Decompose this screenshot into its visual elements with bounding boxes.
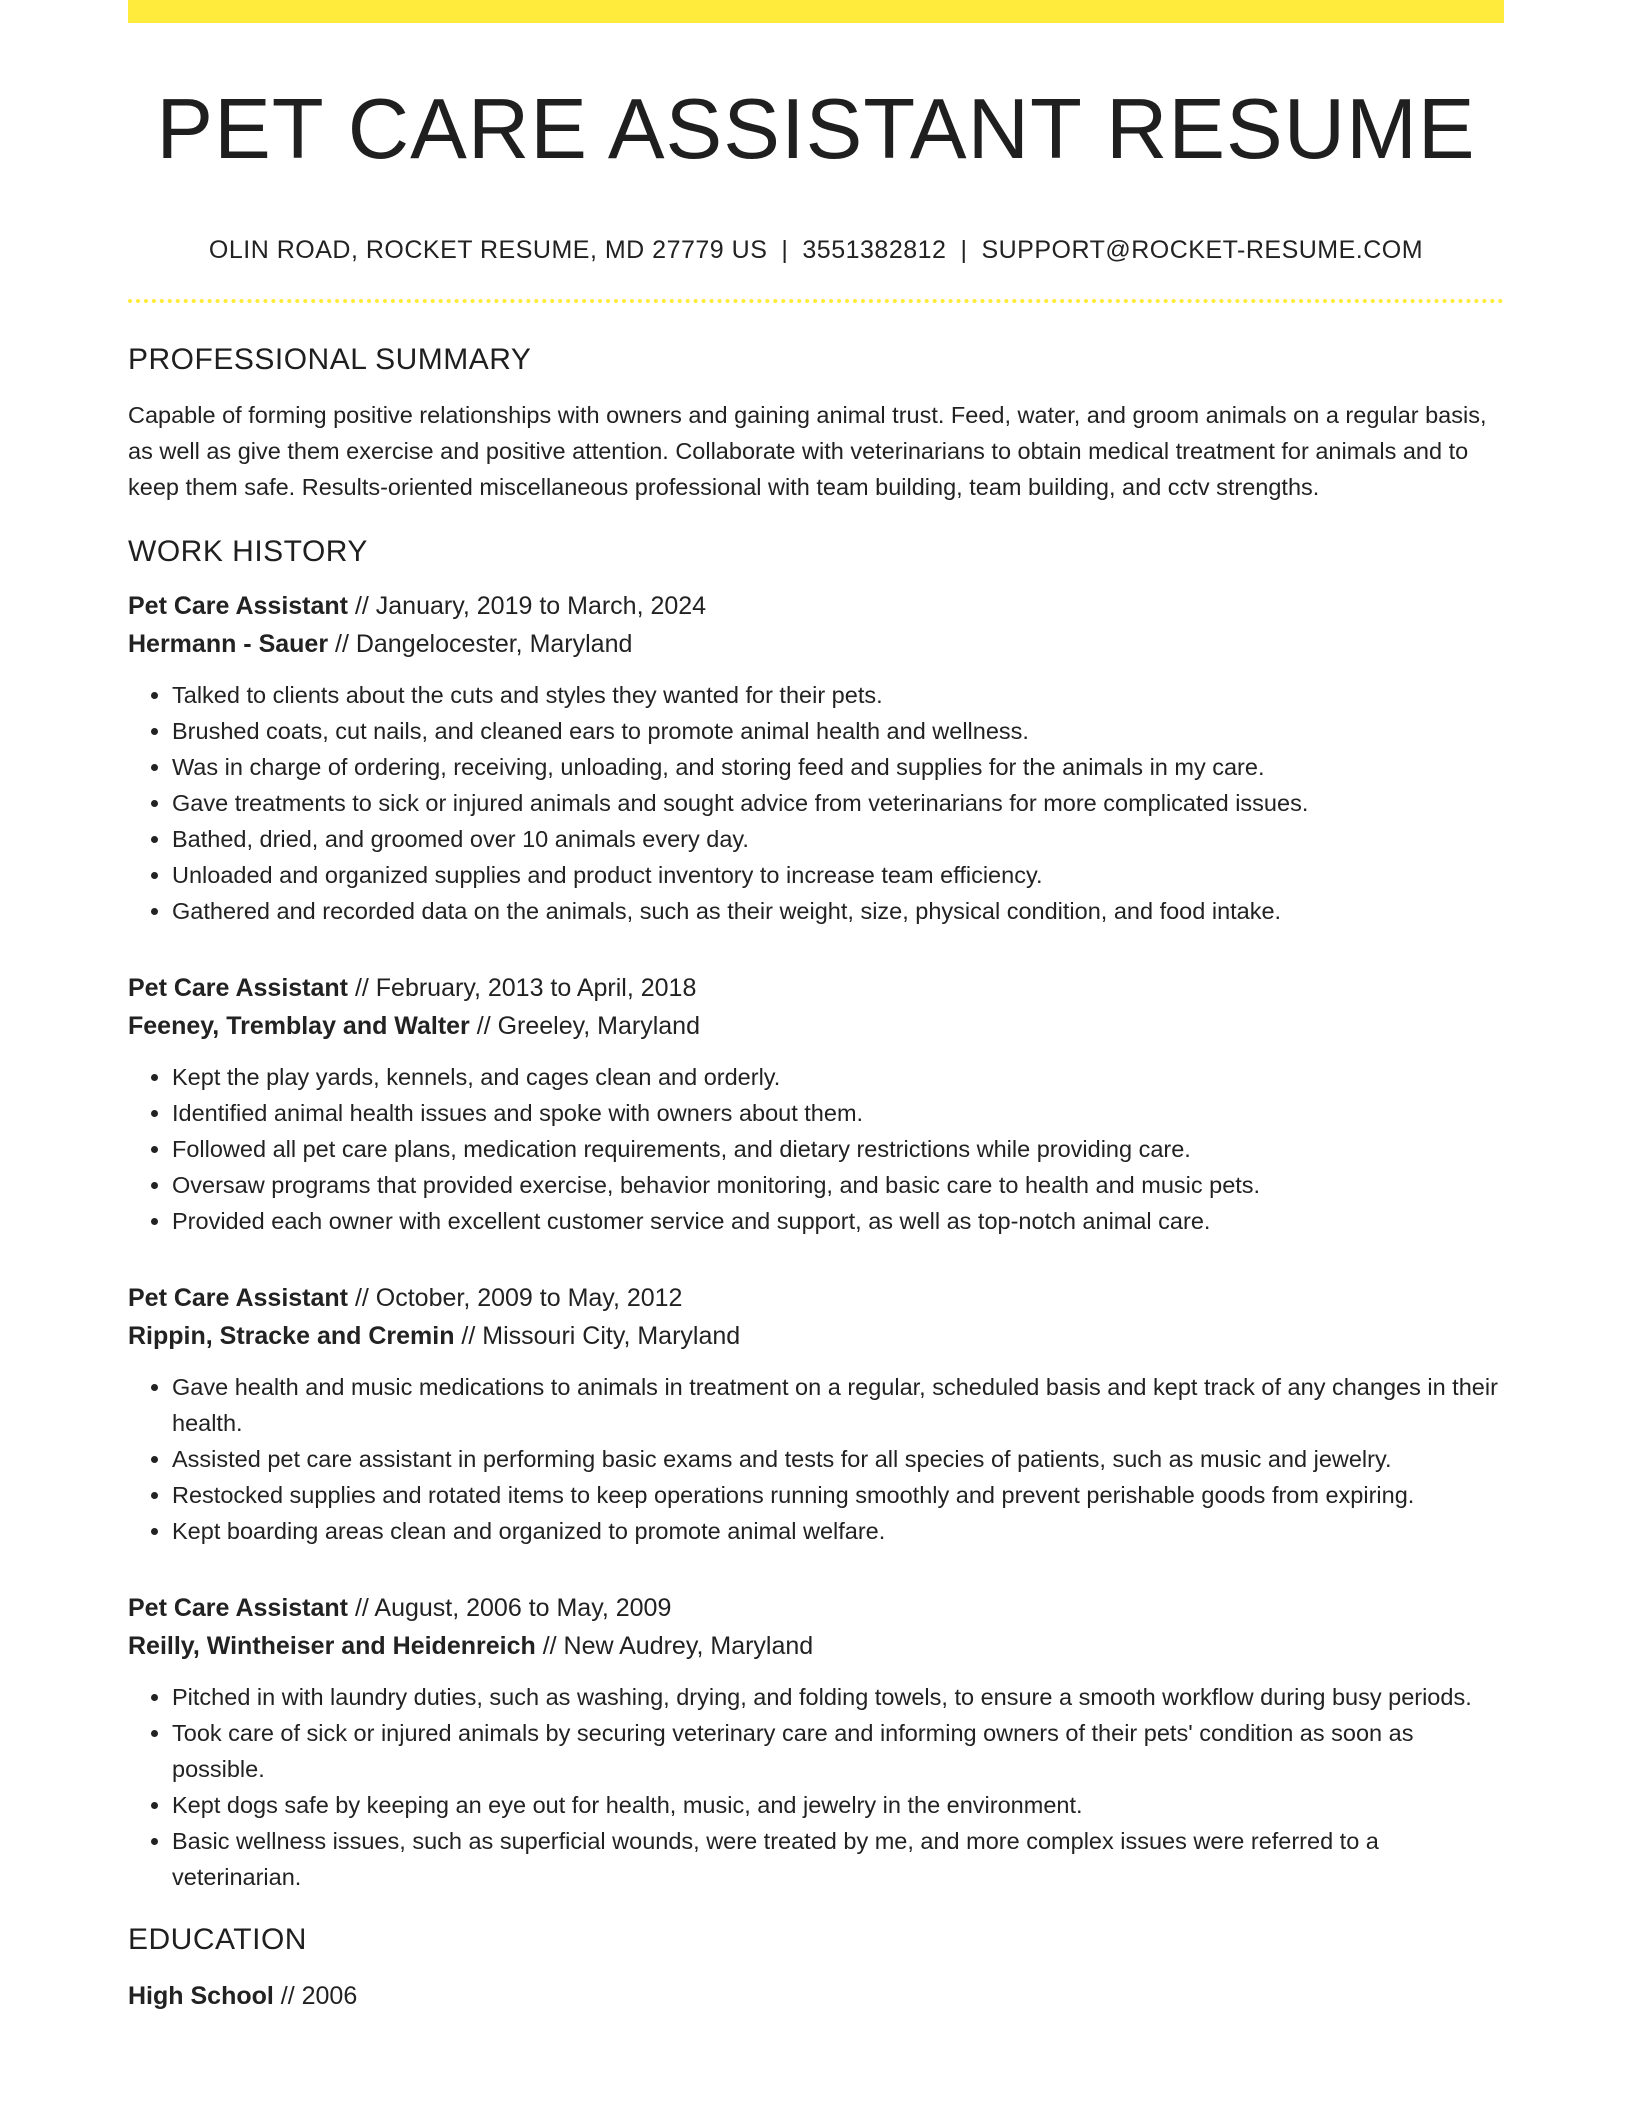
job-company-line: [128, 1627, 1504, 1665]
education-list: [128, 1977, 1504, 2015]
job-bullet-list: [128, 1679, 1504, 1895]
education-school: High School: [128, 1982, 274, 2011]
job-bullet: • Took care of sick or injured animals by securing veterinary care and informing owners of their pets' condition as soon as possible.: [172, 1715, 1504, 1787]
job-entry: [128, 969, 1504, 1239]
contact-separator: |: [960, 236, 968, 265]
job-title: Pet Care Assistant: [128, 974, 348, 1003]
job-entry: [128, 1279, 1504, 1549]
job-bullet: • Provided each owner with excellent customer service and support, as well as top-notch animal care.: [172, 1203, 1504, 1239]
education-year: // 2006: [273, 1982, 358, 2011]
job-dates: // August, 2006 to May, 2009: [348, 1594, 672, 1623]
job-bullet-list: [128, 1369, 1504, 1549]
job-company-line: [128, 1007, 1504, 1045]
job-bullet: • Kept boarding areas clean and organized to promote animal welfare.: [172, 1513, 1504, 1549]
job-title-line: [128, 969, 1504, 1007]
job-bullet: • Gave health and music medications to animals in treatment on a regular, scheduled basis and kept track of any changes in their health.: [172, 1369, 1504, 1441]
job-location: // Missouri City, Maryland: [454, 1322, 741, 1351]
job-bullet: • Basic wellness issues, such as superficial wounds, were treated by me, and more complex issues were referred to a veterinarian.: [172, 1823, 1504, 1895]
education-heading: EDUCATION: [128, 1923, 307, 1957]
job-bullet: • Followed all pet care plans, medication requirements, and dietary restrictions while providing care.: [172, 1131, 1504, 1167]
top-accent-bar: [128, 0, 1504, 23]
resume-page: [128, 0, 1504, 2015]
job-title: Pet Care Assistant: [128, 1594, 348, 1623]
job-location: // Dangelocester, Maryland: [328, 630, 633, 659]
job-bullet: • Oversaw programs that provided exercise, behavior monitoring, and basic care to health and music pets.: [172, 1167, 1504, 1203]
job-bullet: • Identified animal health issues and spoke with owners about them.: [172, 1095, 1504, 1131]
job-bullet: • Restocked supplies and rotated items to keep operations running smoothly and prevent perishable goods from expiring.: [172, 1477, 1504, 1513]
job-title-line: [128, 587, 1504, 625]
job-bullet: • Pitched in with laundry duties, such as washing, drying, and folding towels, to ensure a smooth workflow during busy periods.: [172, 1679, 1504, 1715]
job-entry: [128, 587, 1504, 929]
contact-phone: 3551382812: [802, 236, 947, 265]
job-company-line: [128, 625, 1504, 663]
job-bullet-list: [128, 1059, 1504, 1239]
job-title-line: [128, 1279, 1504, 1317]
contact-line: [128, 236, 1504, 265]
work-history-heading: WORK HISTORY: [128, 535, 368, 569]
header-divider: [128, 299, 1504, 303]
summary-heading: PROFESSIONAL SUMMARY: [128, 343, 532, 377]
job-entry: [128, 1589, 1504, 1895]
job-location: // New Audrey, Maryland: [535, 1632, 814, 1661]
job-title: Pet Care Assistant: [128, 592, 348, 621]
job-company: Reilly, Wintheiser and Heidenreich: [128, 1632, 536, 1661]
job-company-line: [128, 1317, 1504, 1355]
education-entry: [128, 1977, 1504, 2015]
job-bullet: • Assisted pet care assistant in performing basic exams and tests for all species of patients, such as music and jewelry.: [172, 1441, 1504, 1477]
job-company: Rippin, Stracke and Cremin: [128, 1322, 455, 1351]
job-company: Feeney, Tremblay and Walter: [128, 1012, 470, 1041]
job-bullet: • Kept the play yards, kennels, and cages clean and orderly.: [172, 1059, 1504, 1095]
resume-title: PET CARE ASSISTANT RESUME: [156, 82, 1476, 177]
contact-separator: |: [781, 236, 789, 265]
job-bullet: • Bathed, dried, and groomed over 10 animals every day.: [172, 821, 1504, 857]
job-bullet: • Unloaded and organized supplies and product inventory to increase team efficiency.: [172, 857, 1504, 893]
job-location: // Greeley, Maryland: [469, 1012, 700, 1041]
contact-email: SUPPORT@ROCKET-RESUME.COM: [981, 236, 1424, 265]
job-bullet: • Talked to clients about the cuts and styles they wanted for their pets.: [172, 677, 1504, 713]
job-bullet: • Kept dogs safe by keeping an eye out for health, music, and jewelry in the environment.: [172, 1787, 1504, 1823]
job-dates: // January, 2019 to March, 2024: [348, 592, 707, 621]
contact-address: OLIN ROAD, ROCKET RESUME, MD 27779 US: [208, 236, 768, 265]
summary-text: Capable of forming positive relationships with owners and gaining animal trust. Feed, water, and groom animals on a regular basis, as well as give them exercise and positive attention. Collaborate with veterinarians to obtain medical treatment for animals and to keep them safe. Results-oriented miscellaneous professional with team building, team building, and cctv strengths.: [128, 402, 1487, 501]
job-dates: // February, 2013 to April, 2018: [348, 974, 697, 1003]
job-bullet-list: [128, 677, 1504, 929]
work-history-list: [128, 587, 1504, 1895]
job-dates: // October, 2009 to May, 2012: [348, 1284, 683, 1313]
job-title-line: [128, 1589, 1504, 1627]
job-bullet: • Gathered and recorded data on the animals, such as their weight, size, physical condition, and food intake.: [172, 893, 1504, 929]
job-bullet: • Brushed coats, cut nails, and cleaned ears to promote animal health and wellness.: [172, 713, 1504, 749]
job-title: Pet Care Assistant: [128, 1284, 348, 1313]
job-bullet: • Gave treatments to sick or injured animals and sought advice from veterinarians for more complicated issues.: [172, 785, 1504, 821]
job-company: Hermann - Sauer: [128, 630, 329, 659]
job-bullet: • Was in charge of ordering, receiving, unloading, and storing feed and supplies for the animals in my care.: [172, 749, 1504, 785]
